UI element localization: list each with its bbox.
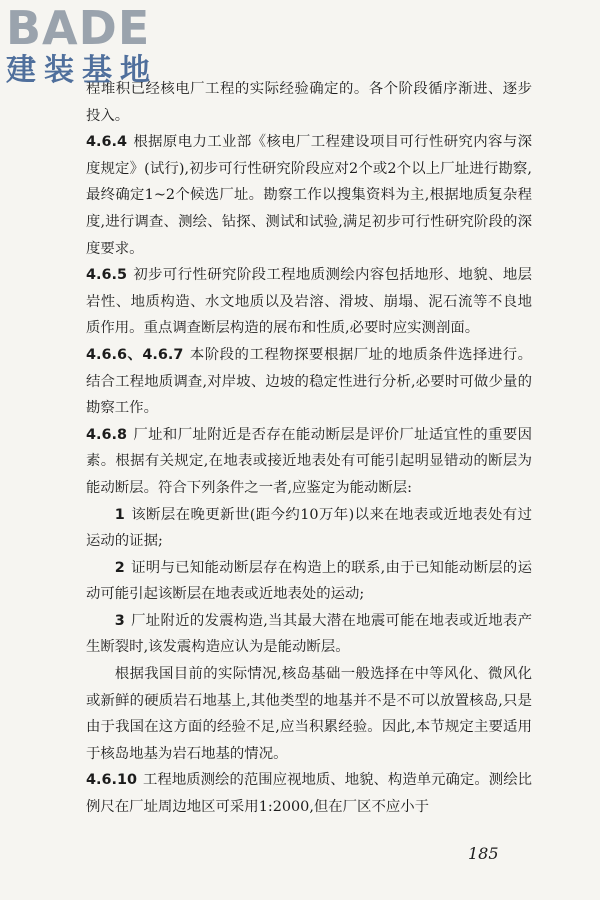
paragraph-text: 本阶段的工程物探要根据厂址的地质条件选择进行。结合工程地质调查,对岸坡、边坡的稳定性进行分析,必要时可做少量的勘察工作。 (86, 346, 532, 417)
paragraph-4-6-5 (86, 262, 532, 342)
item-number: 1 (114, 506, 125, 523)
watermark-logo (6, 1, 158, 88)
item-text: 厂址附近的发震构造,当其最大潜在地震可能在地表或近地表产生断裂时,该发震构造应认为是能动断层。 (86, 612, 532, 656)
paragraph-4-6-8 (86, 422, 532, 502)
paragraph-4-6-6 (86, 342, 532, 422)
paragraph-4-6-10 (86, 767, 532, 820)
watermark-brand: BADE (6, 1, 151, 55)
paragraph-text: 根据原电力工业部《核电厂工程建设项目可行性研究内容与深度规定》(试行),初步可行性研究阶段应对2个或2个以上厂址进行勘察,最终确定1~2个候选厂址。勘察工作以搜集资料为主,根据地质复杂程度,进行调查、测绘、钻探、测试和试验,满足初步可行性研究阶段的深度要求。 (86, 134, 532, 257)
section-number: 4.6.4 (86, 134, 127, 151)
paragraph-text: 初步可行性研究阶段工程地质测绘内容包括地形、地貌、地层岩性、地质构造、水文地质以及岩溶、滑坡、崩塌、泥石流等不良地质作用。重点调查断层构造的展布和性质,必要时应实测剖面。 (86, 267, 532, 337)
item-text: 该断层在晚更新世(距今约10万年)以来在地表或近地表处有过运动的证据; (86, 506, 532, 550)
section-number: 4.6.8 (86, 426, 127, 443)
paragraph-text: 工程地质测绘的范围应视地质、地貌、构造单元确定。测绘比例尺在厂址周边地区可采用1:2000,但在厂区不应小于 (86, 772, 532, 816)
item-number: 3 (114, 612, 125, 629)
section-number: 4.6.10 (86, 772, 137, 789)
list-item-1 (86, 502, 532, 555)
paragraph-text: 程堆积已经核电厂工程的实际经验确定的。各个阶段循序渐进、逐步投入。 (86, 81, 532, 124)
list-item-3 (86, 608, 532, 661)
paragraph-closing: 根据我国目前的实际情况,核岛基础一般选择在中等风化、微风化或新鲜的硬质岩石地基上,其他类型的地基并不是不可以放置核岛,只是由于我国在这方面的经验不足,应当积累经验。因此,本节规定主要适用于核岛地基为岩石地基的情况。 (86, 666, 532, 762)
watermark-subtitle: 建装基地 (6, 53, 158, 88)
section-number: 4.6.5 (86, 267, 127, 284)
list-item-2 (86, 555, 532, 608)
page-number: 185 (468, 844, 499, 863)
item-text: 证明与已知能动断层存在构造上的联系,由于已知能动断层的运动可能引起该断层在地表或近地表处的运动; (86, 559, 532, 603)
paragraph-text: 厂址和厂址附近是否存在能动断层是评价厂址适宜性的重要因素。根据有关规定,在地表或接近地表处有可能引起明显错动的断层为能动断层。符合下列条件之一者,应鉴定为能动断层: (86, 426, 532, 496)
page-body (86, 76, 532, 821)
item-number: 2 (114, 559, 125, 576)
paragraph-4-6-4 (86, 129, 532, 262)
section-number: 4.6.6、4.6.7 (86, 346, 184, 363)
